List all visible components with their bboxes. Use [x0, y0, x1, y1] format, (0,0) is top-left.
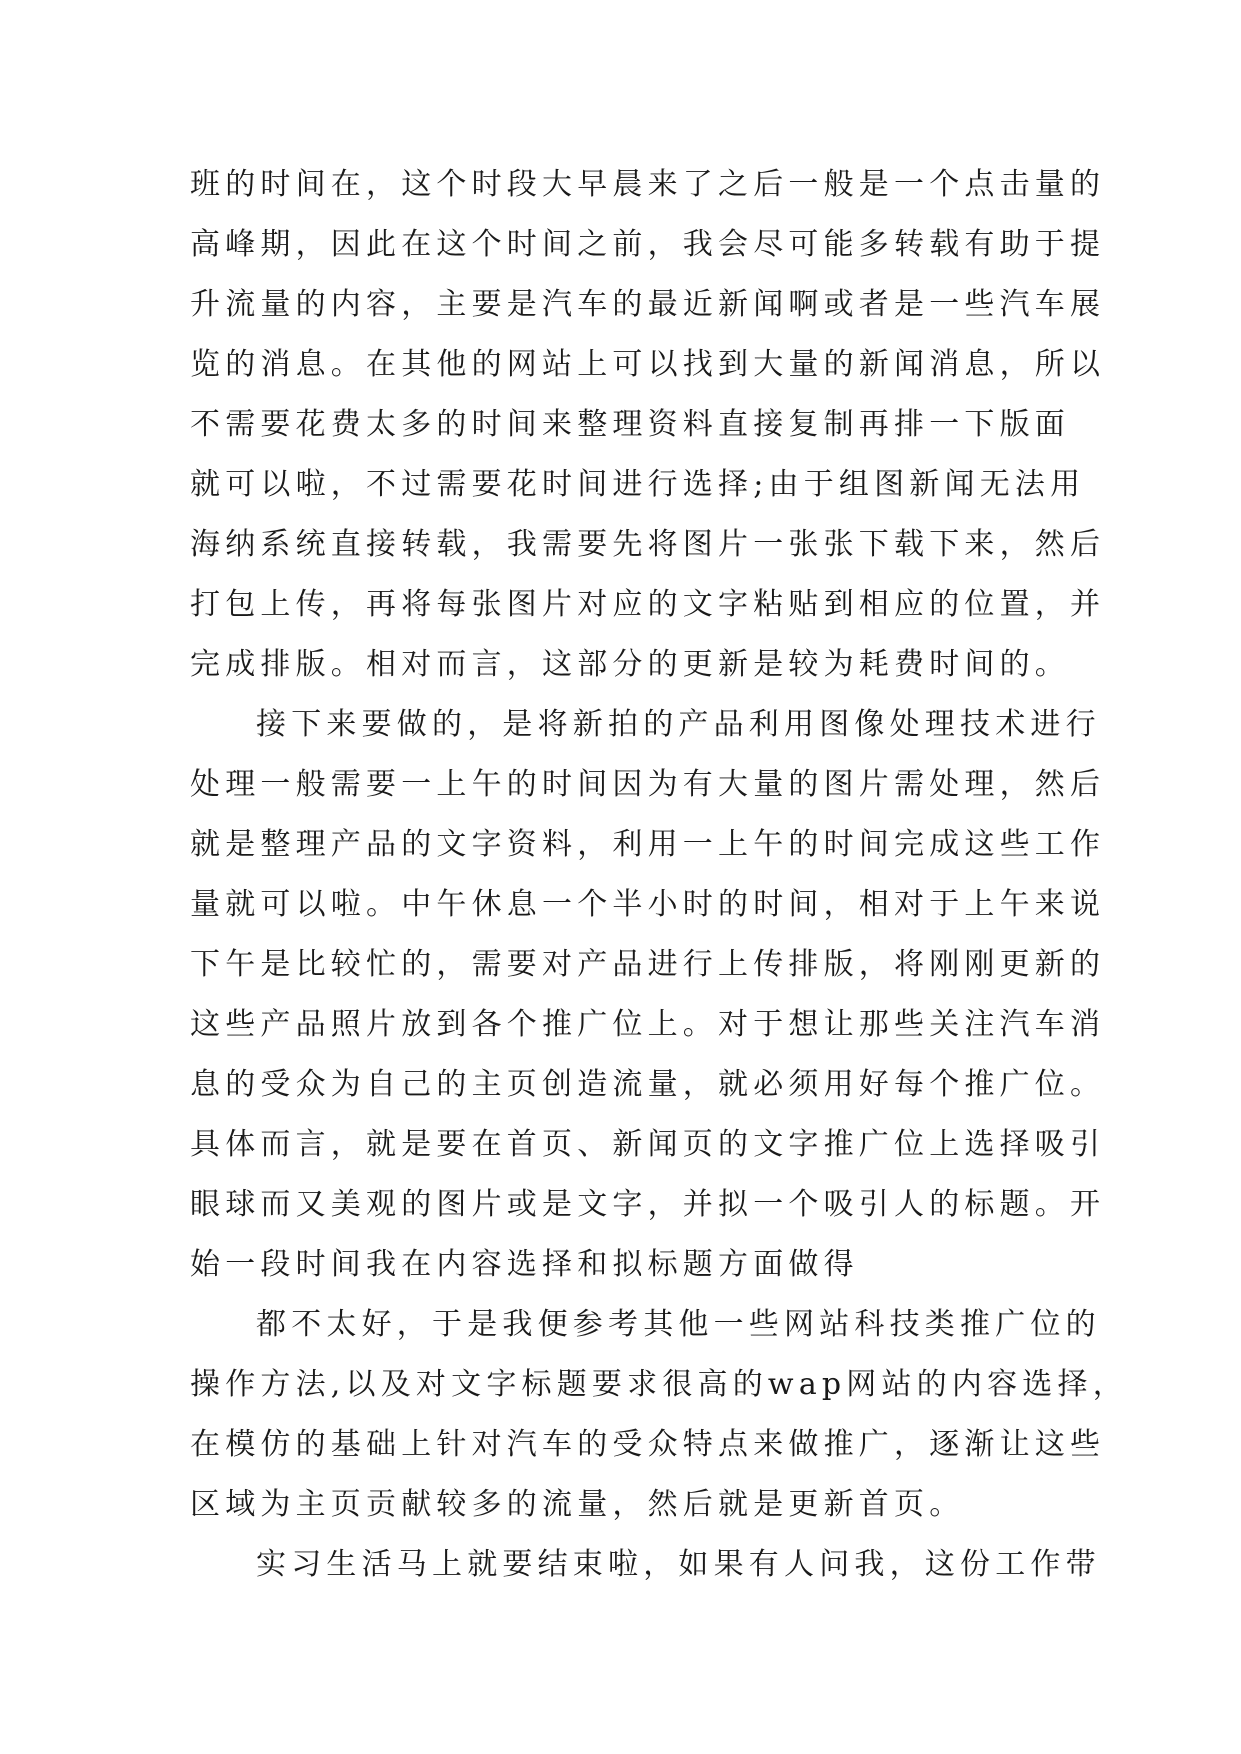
text-line: 这些产品照片放到各个推广位上。对于想让那些关注汽车消: [190, 1007, 1106, 1042]
text-line: 接下来要做的，是将新拍的产品利用图像处理技术进行: [256, 707, 1101, 742]
text-line: 在模仿的基础上针对汽车的受众特点来做推广，逐渐让这些: [190, 1427, 1106, 1462]
text-line: 量就可以啦。中午休息一个半小时的时间，相对于上午来说: [190, 887, 1106, 922]
body-text: [190, 155, 1128, 1595]
text-line: 就是整理产品的文字资料，利用一上午的时间完成这些工作: [190, 827, 1106, 862]
text-line: 完成排版。相对而言，这部分的更新是较为耗费时间的。: [190, 647, 1070, 682]
text-line: 实习生活马上就要结束啦，如果有人问我，这份工作带: [256, 1547, 1101, 1582]
text-line: 操作方法,以及对文字标题要求很高的wap网站的内容选择，: [190, 1367, 1128, 1402]
text-line: 不需要花费太多的时间来整理资料直接复制再排一下版面: [190, 407, 1070, 442]
text-line: 具体而言，就是要在首页、新闻页的文字推广位上选择吸引: [190, 1127, 1106, 1162]
text-line: 都不太好，于是我便参考其他一些网站科技类推广位的: [256, 1307, 1101, 1342]
text-line: 区域为主页贡献较多的流量，然后就是更新首页。: [190, 1487, 965, 1522]
text-line: 升流量的内容，主要是汽车的最近新闻啊或者是一些汽车展: [190, 287, 1106, 322]
text-line: 就可以啦，不过需要花时间进行选择;由于组图新闻无法用: [190, 467, 1086, 502]
text-line: 览的消息。在其他的网站上可以找到大量的新闻消息，所以: [190, 347, 1106, 382]
text-line: 班的时间在，这个时段大早晨来了之后一般是一个点击量的: [190, 167, 1106, 202]
text-line: 打包上传，再将每张图片对应的文字粘贴到相应的位置，并: [190, 587, 1106, 622]
text-line: 处理一般需要一上午的时间因为有大量的图片需处理，然后: [190, 767, 1106, 802]
text-line: 下午是比较忙的，需要对产品进行上传排版，将刚刚更新的: [190, 947, 1106, 982]
text-line: 高峰期，因此在这个时间之前，我会尽可能多转载有助于提: [190, 227, 1106, 262]
text-line: 息的受众为自己的主页创造流量，就必须用好每个推广位。: [190, 1067, 1106, 1102]
text-line: 眼球而又美观的图片或是文字，并拟一个吸引人的标题。开: [190, 1187, 1106, 1222]
text-line: 始一段时间我在内容选择和拟标题方面做得: [190, 1247, 859, 1282]
text-line: 海纳系统直接转载，我需要先将图片一张张下载下来，然后: [190, 527, 1106, 562]
